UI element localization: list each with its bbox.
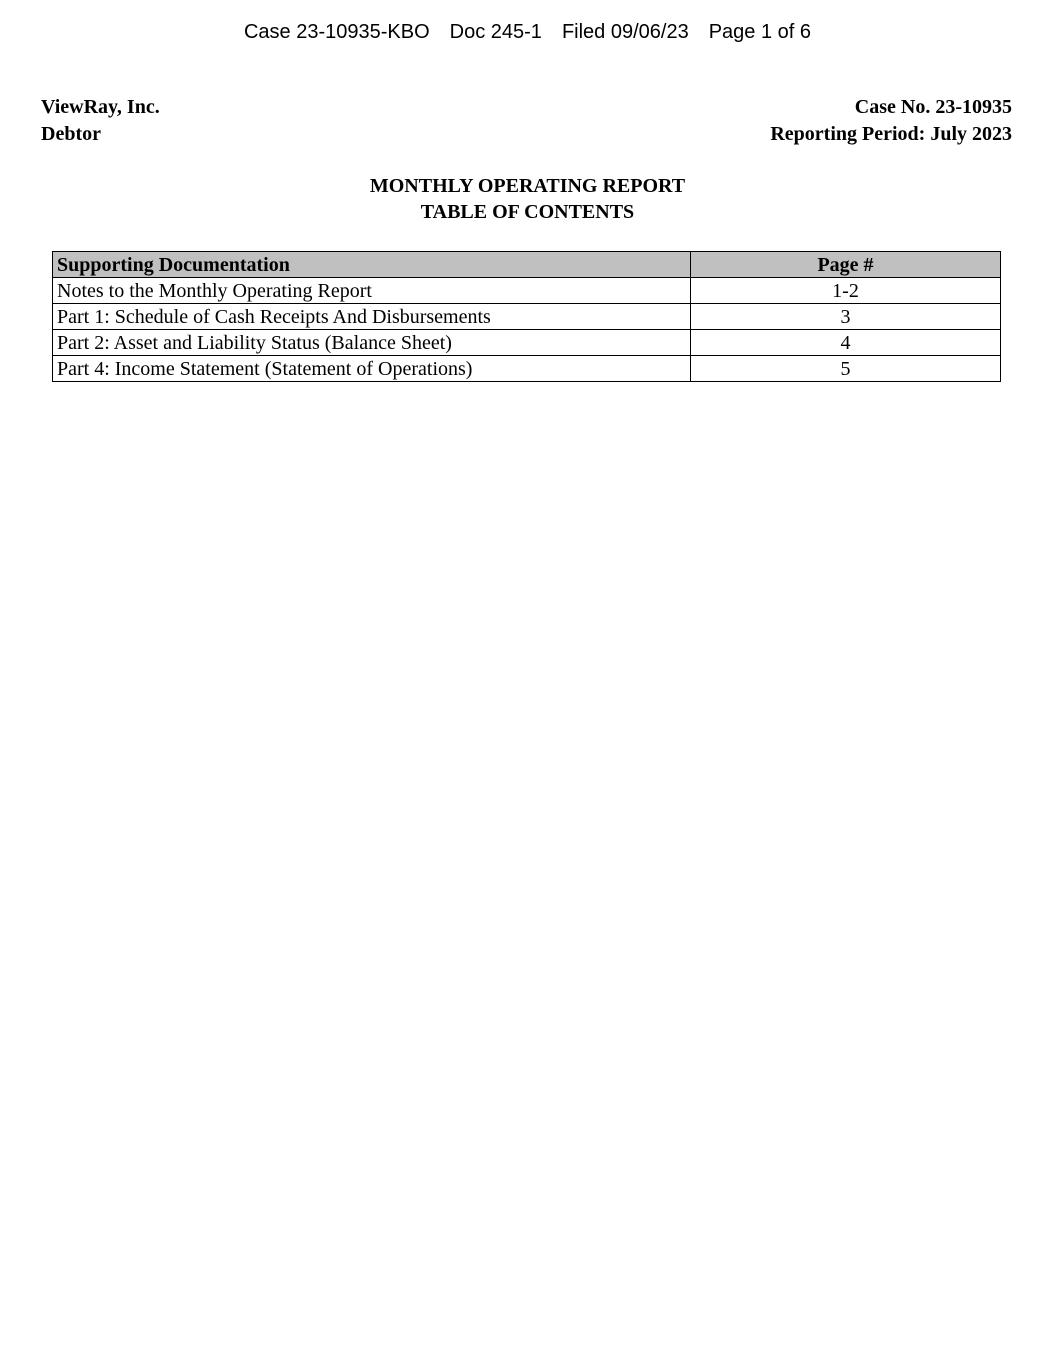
toc-row-documentation: Part 2: Asset and Liability Status (Balance Sheet) [53, 330, 691, 356]
case-info-block [770, 94, 1012, 148]
toc-row-documentation: Notes to the Monthly Operating Report [53, 278, 691, 304]
toc-row-page: 3 [691, 304, 1001, 330]
table-row [53, 356, 1001, 382]
toc-row-page: 5 [691, 356, 1001, 382]
table-row [53, 304, 1001, 330]
table-row [53, 278, 1001, 304]
table-row [53, 330, 1001, 356]
toc-header-page: Page # [691, 252, 1001, 278]
report-title-line1: MONTHLY OPERATING REPORT [369, 175, 686, 197]
filing-header [0, 19, 1055, 45]
toc-row-page: 1-2 [691, 278, 1001, 304]
toc-row-documentation: Part 1: Schedule of Cash Receipts And Disbursements [53, 304, 691, 330]
toc-header-row [53, 252, 1001, 278]
filing-case-number: Case 23-10935-KBO [243, 21, 430, 43]
table-of-contents [52, 251, 1001, 382]
report-title [0, 173, 1055, 225]
debtor-name: ViewRay, Inc. [41, 96, 160, 118]
report-title-line2: TABLE OF CONTENTS [420, 201, 635, 223]
reporting-period: Reporting Period: July 2023 [770, 123, 1012, 145]
case-number: Case No. 23-10935 [854, 96, 1012, 118]
toc-row-page: 4 [691, 330, 1001, 356]
debtor-block [41, 94, 160, 148]
debtor-label: Debtor [41, 123, 101, 145]
toc-header-documentation: Supporting Documentation [53, 252, 691, 278]
toc-row-documentation: Part 4: Income Statement (Statement of Operations) [53, 356, 691, 382]
filing-doc-number: Doc 245-1 [449, 21, 542, 43]
filing-date: Filed 09/06/23 [561, 21, 689, 43]
filing-page-count: Page 1 of 6 [708, 21, 812, 43]
